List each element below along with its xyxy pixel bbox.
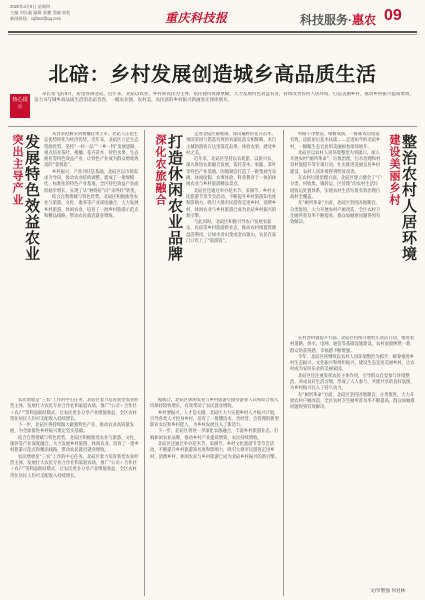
masthead-meta xyxy=(10,4,70,22)
paragraph: 北碚区还通过举办花木节、采摘节、乡村文化旅游节等节会活动，不断提升乡村旅游知名度和影响力，吸引大批市民游客走进乡村、消费乡村，休闲农业与乡村旅游已成为北碚乡村振兴的新引擎。 xyxy=(150,442,279,460)
paragraph: 下一步，北碚区将进一步深化农旅融合，丰富乡村旅游业态，打响休闲农业品牌，推动乡村产业提质增效、农民持续增收。 xyxy=(150,429,279,441)
paragraph: 结合自然禀赋与特色优势，北碚区积极推进农业与旅游、文化、康养等产业深度融合，大力发展乡村旅游、休闲农业，培育了一批乡村旅游示范点和精品线路，带动农民就近就业增收。 xyxy=(10,435,139,454)
paragraph: 走进北碚区静观镇，漫山遍野的花卉苗木、果园茶园与错落有致的农家院落交相辉映，来自主城的游客在这里赏花品果、体验农事，感受乡村之美。 xyxy=(186,132,277,156)
byline: 文/罗繁强 何君林 xyxy=(370,589,406,594)
paragraph: 与此同时，北碚区积极引导农户发展农家乐、民宿等乡村旅游新业态，推动农村闲置资源盘活利用，让绿水青山变成金山银山，农民在家门口吃上了“旅游饭”。 xyxy=(186,220,277,245)
paragraph: 在“厕所革命”方面，北碚区坚持因地制宜、分类推进，大力开展农村户厕改造，全区农村卫生厕所普及率不断提高，群众如厕难问题得到有效解决。 xyxy=(290,201,381,226)
paragraph: 今年，北碚区将继续以农村人居环境整治为抓手，统筹推进乡村生态振兴、文化振兴和组织振兴，建设生态宜居美丽乡村，让农村成为安居乐业的美丽家园。 xyxy=(290,354,415,373)
page-number: 09 xyxy=(384,7,402,24)
section3-body-lower xyxy=(290,336,418,588)
section-accent: 惠农 xyxy=(352,13,377,27)
intro-text: 草长莺飞的4月，希望春满北碚。近年来，北碚以农业、乡村和农民为主体，依托独特资源禀赋，大力发展特色效益农业，持续改善农村人居环境，打造美丽乡村，推动乡村振兴提质增效，奋力书写城乡高品质生活的北碚答卷，一幅农业强、农村美、农民富的乡村振兴新画卷正徐徐展开。 xyxy=(34,92,414,104)
paragraph: 下一步，北碚区将持续做大做强特色产业，推动农业高质量发展，为全面推进乡村振兴奠定坚实基础。 xyxy=(10,423,135,435)
column-divider xyxy=(283,130,284,596)
section3-body-upper xyxy=(290,132,382,332)
paragraph: 农民增收是“三农”工作的中心任务。北碚区着力培育新型农业经营主体，发展壮大农民专业合作社和家庭农场，推广“公司＋合作社＋农户”等利益联结模式，让农民更多分享产业增值收益，全区农村常住居民人均可支配收入持续增长。 xyxy=(10,454,139,479)
paragraph: 在村容村貌提升方面，北碚区持续开展村庄清洁行动，推进农村道路、供水、电网、通信等基础设施建设，农村面貌焕然一新，群众的获得感、幸福感不断增强。 xyxy=(290,336,415,354)
paragraph: 农民增收是“三农”工作的中心任务。北碚区着力培育新型农业经营主体，发展壮大农民专业合作社和家庭农场，推广“公司＋合作社＋农户”等利益联结模式，让农民更多分享产业增值收益，全区农村常住居民人均可支配收入持续增长。 xyxy=(10,398,139,422)
section-main: 科技服务· xyxy=(300,13,352,27)
paragraph: 北碚区还注重发挥农民主体作用，引导群众自觉参与环境整治，养成良好生活习惯，形成了人人参与、共建共享的良好氛围，为乡村振兴注入了持久动力。 xyxy=(290,373,415,392)
section2-body-lower xyxy=(150,398,279,594)
section1-title: 发展特色效益农业 xyxy=(23,134,41,262)
core-tip-tag: 核心提示 xyxy=(10,94,30,118)
paragraph: 北碚区以农村人居环境整治为突破口，深入开展农村“厕所革命”、垃圾治理、污水治理和村容村貌提升等专项行动，扎实推进美丽宜居乡村建设，农村人居环境得到明显改善。 xyxy=(290,150,381,175)
header-rule xyxy=(8,31,417,33)
section3-label: 建设美丽乡村 xyxy=(388,134,401,206)
column-divider xyxy=(144,130,145,596)
paragraph: 据统计，北碚区休闲农业与乡村旅游年接待游客人次和综合收入均保持较快增长，有效带动了农民就业增收。 xyxy=(150,398,279,410)
paragraph: 北碚区还通过举办花木节、采摘节、乡村文化旅游节等节会活动，不断提升乡村旅游知名度和影响力，吸引大批市民游客走进乡村、消费乡村，休闲农业与乡村旅游已成为北碚乡村振兴的新引擎。 xyxy=(186,188,277,219)
masthead xyxy=(0,0,425,40)
paragraph: 乡村要振兴，人才是关键。北碚区大力实施乡村人才振兴计划，引导各类人才投身乡村，培育了一批懂技术、善经营、会管理的新型职业农民和乡村能人，为乡村发展注入了新活力。 xyxy=(150,410,279,429)
header-rule-thin xyxy=(8,34,417,35)
section1-body-upper xyxy=(44,132,140,396)
section-name xyxy=(300,11,376,28)
newspaper-logo: 重庆科技报 xyxy=(165,11,228,25)
paragraph: 在农村垃圾治理方面，北碚区建立健全了“户分类、村收集、镇转运、区处理”的农村生活垃圾收运处置体系，实现农村生活垃圾有效治理行政村全覆盖。 xyxy=(290,176,382,200)
paragraph: 乡村振兴，产业兴旺是基础。北碚区以市场需求为导向，推动农业结构调整，建成了一批规模化、标准化的特色产业基地，全区特色效益产业面积稳步增长，实现了从“种得好”向“卖得好”转变。 xyxy=(44,169,139,194)
intro-summary xyxy=(34,92,414,122)
section1-body-lower xyxy=(10,398,140,594)
headline: 北碚：乡村发展创造城乡高品质生活 xyxy=(48,62,377,86)
paragraph: 在“厕所革命”方面，北碚区坚持因地制宜、分类推进，大力开展农村户厕改造，全区农村卫生厕所普及率不断提高，群众如厕难问题得到有效解决。 xyxy=(290,392,415,411)
email-line: 新闻热线：cqfaxz@qq.com xyxy=(10,16,62,21)
paragraph: 近年来，北碚区坚持以农促旅、以旅兴农，深入推进农旅融合发展，依托花木、果蔬、茶叶等特色产业基地，因地制宜打造了一批集观光采摘、休闲度假、农事体验、科普教育于一体的休闲农业与乡村旅游精品景点。 xyxy=(186,157,277,188)
paragraph: 村路干净整洁，绿树成荫，一栋栋农房错落有致，房前屋后花木扶疏……走进如今的北碚乡村，一幅幅生态宜居的美丽画卷徐徐展开。 xyxy=(290,132,381,150)
issue-date: 2020年4月9日 星期四 xyxy=(10,4,51,9)
section2-title: 打造休闲农业品牌 xyxy=(166,134,184,262)
section3-title: 整治农村人居环境 xyxy=(400,134,418,262)
intro-divider xyxy=(8,126,417,127)
editor-line: 主编 刘长翁 编辑 张鹏 美编 郭松 xyxy=(10,10,71,15)
section1-label: 突出主导产业 xyxy=(11,134,24,206)
section2-label: 深化农旅融合 xyxy=(154,134,167,206)
paragraph: 结合自然禀赋与特色优势，北碚区积极推进农业与旅游、文化、康养等产业深度融合，大力发展乡村旅游、休闲农业，培育了一批乡村旅游示范点和精品线路，带动农民就近就业增收。 xyxy=(44,194,139,219)
paragraph: 从春茶抢摘采到柑橘挂果上市，北碚人正把生态优势转化为经济优势。近年来，北碚区立足生态资源优势，坚持“一村一品”“一乡一特”发展思路，重点培育茶叶、柑橘、花卉苗木、特色水果、生态渔业等特色效益产业，让特色产业成为群众增收致富的“金钥匙”。 xyxy=(44,132,139,169)
section2-body-upper xyxy=(186,132,279,396)
